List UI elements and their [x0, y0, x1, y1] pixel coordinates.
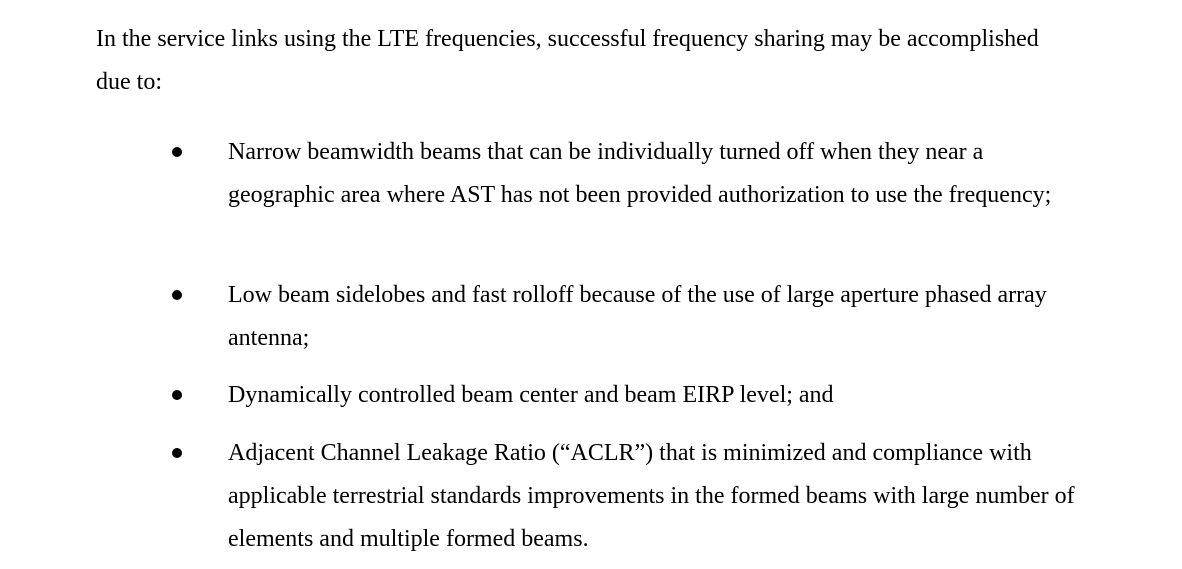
list-item-text: Low beam sidelobes and fast rolloff because of the use of large aperture phased array antenna;: [228, 282, 1047, 351]
intro-paragraph: In the service links using the LTE frequencies, successful frequency sharing may be accomplished due to:: [96, 26, 1039, 95]
list-item-text: Dynamically controlled beam center and beam EIRP level; and: [228, 382, 834, 408]
bullet-icon: [172, 448, 182, 458]
list-item-text: Adjacent Channel Leakage Ratio (“ACLR”) that is minimized and compliance with applicable terrestrial standards improvements in the formed beams with large number of elements and multiple formed beams.: [228, 440, 1075, 552]
bullet-icon: [172, 390, 182, 400]
bullet-icon: [172, 147, 182, 157]
list-item-text: Narrow beamwidth beams that can be individually turned off when they near a geographic area where AST has not been provided authorization to use the frequency;: [228, 139, 1052, 208]
bullet-icon: [172, 290, 182, 300]
